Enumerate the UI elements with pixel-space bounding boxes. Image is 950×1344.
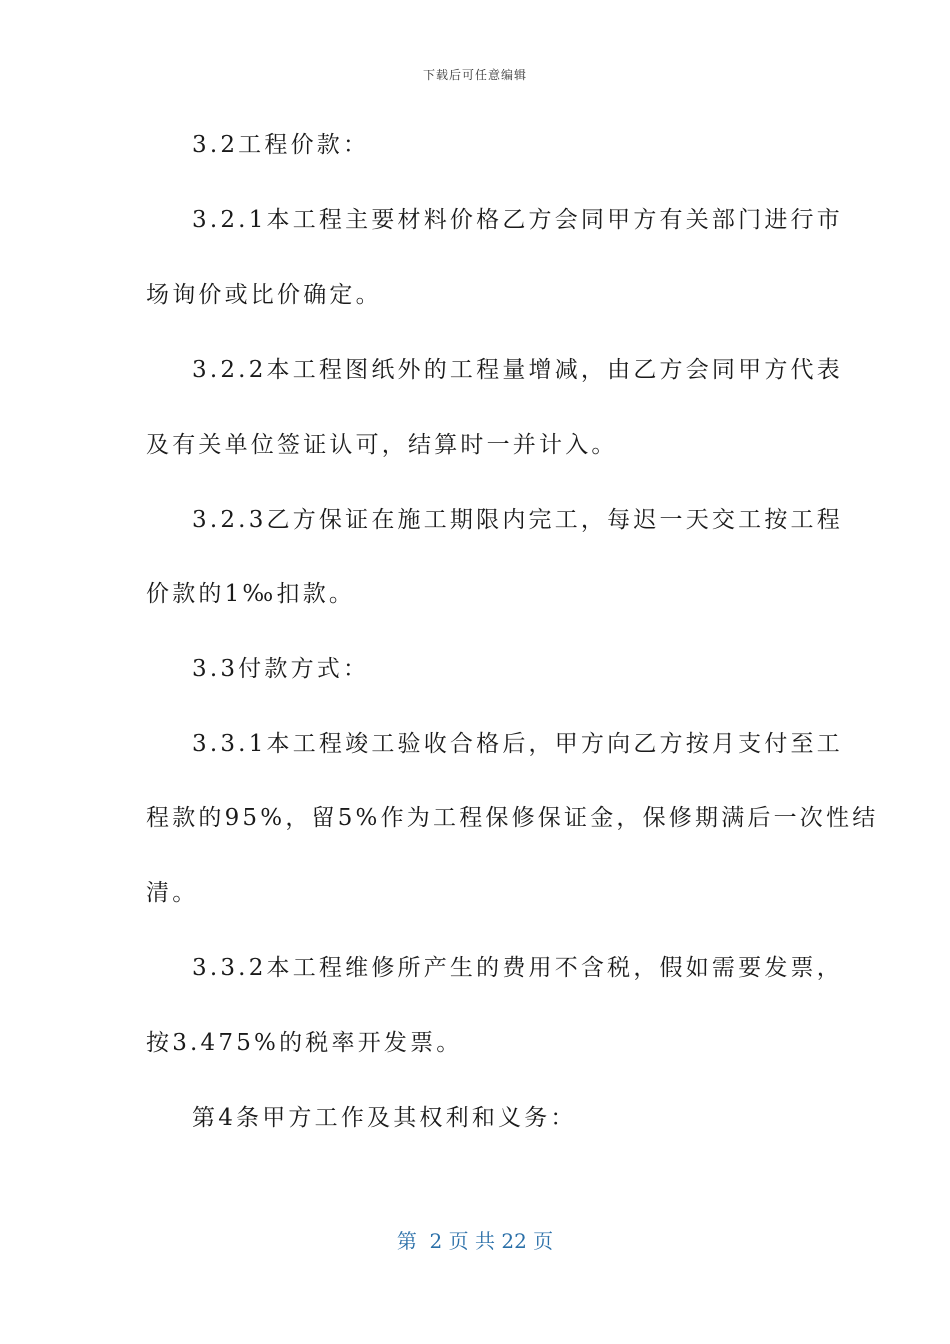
article-4-heading: 第4条甲方工作及其权利和义务：	[192, 1105, 577, 1131]
clause-3-2-3-line-2: 价款的1‰扣款。	[146, 581, 356, 607]
clause-3-3-2-line-1: 3.3.2本工程维修所产生的费用不含税，假如需要发票，	[192, 955, 843, 981]
clause-3-3-1-line-1: 3.3.1本工程竣工验收合格后，甲方向乙方按月支付至工	[192, 731, 843, 757]
section-3-2-heading: 3.2工程价款：	[192, 132, 370, 158]
clause-3-2-1-line-2: 场询价或比价确定。	[146, 282, 382, 308]
page-header-note: 下载后可任意编辑	[422, 68, 527, 82]
clause-3-2-1-line-1: 3.2.1本工程主要材料价格乙方会同甲方有关部门进行市	[192, 207, 843, 233]
page-number-footer: 第 2 页 共 22 页	[396, 1229, 554, 1253]
clause-3-3-1-line-3: 清。	[146, 880, 199, 906]
clause-3-3-1-line-2: 程款的95%，留5%作为工程保修保证金，保修期满后一次性结	[146, 805, 879, 831]
clause-3-2-2-line-2: 及有关单位签证认可，结算时一并计入。	[146, 432, 618, 458]
clause-3-2-3-line-1: 3.2.3乙方保证在施工期限内完工，每迟一天交工按工程	[192, 507, 843, 533]
clause-3-2-2-line-1: 3.2.2本工程图纸外的工程量增减，由乙方会同甲方代表	[192, 357, 843, 383]
section-3-3-heading: 3.3付款方式：	[192, 656, 370, 682]
clause-3-3-2-line-2: 按3.475%的税率开发票。	[146, 1030, 463, 1056]
